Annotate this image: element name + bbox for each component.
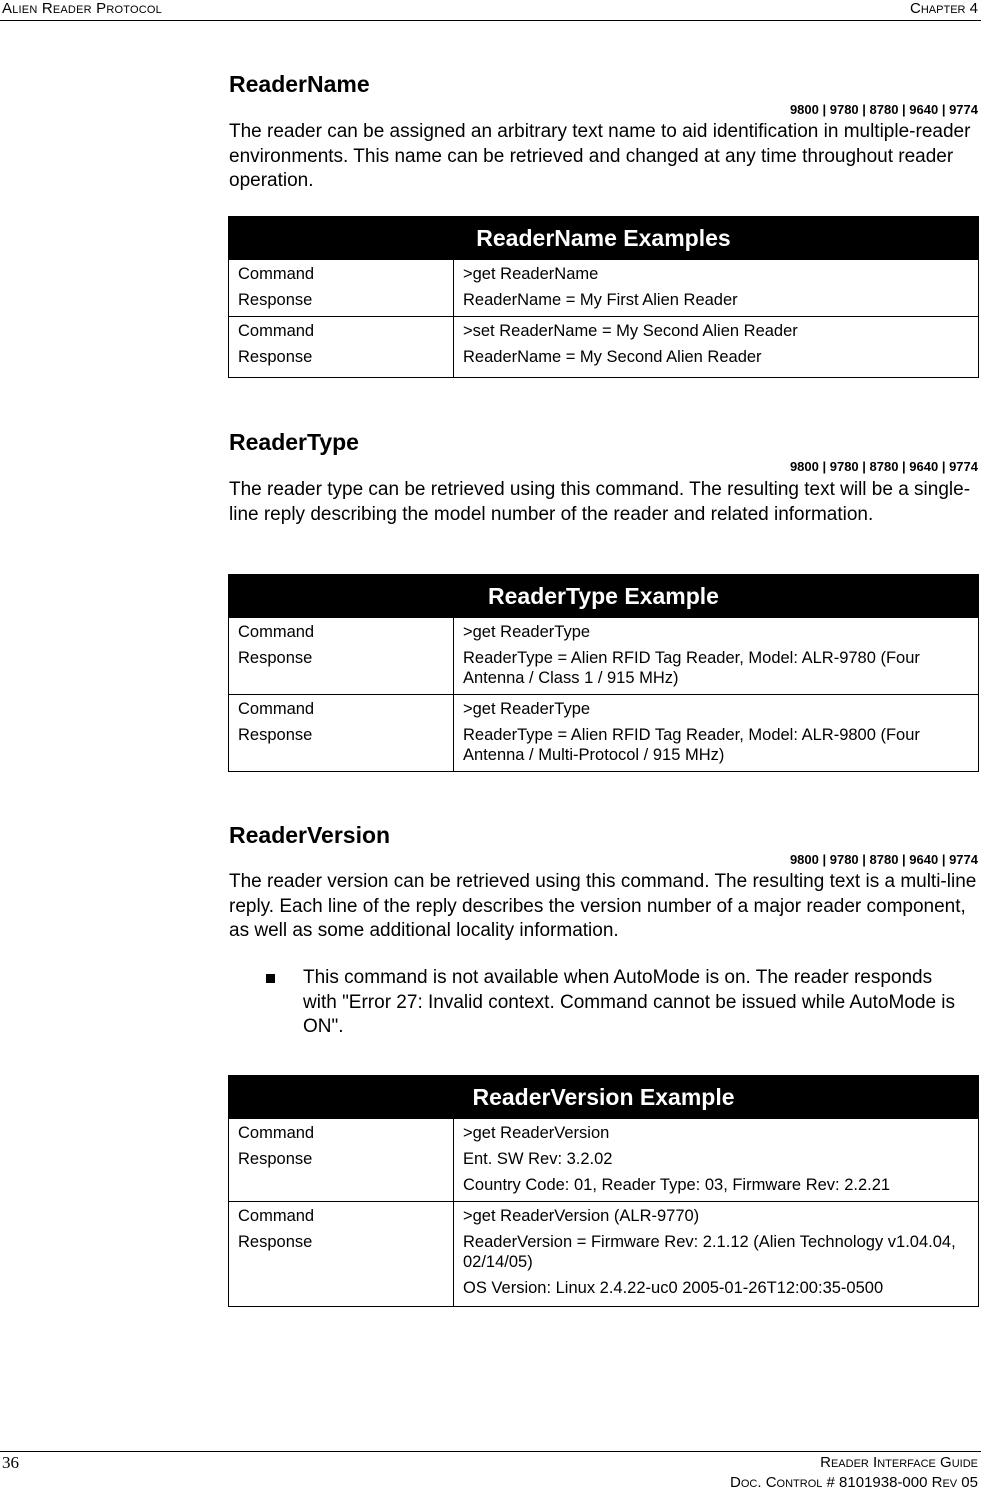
row-label: Command — [238, 1124, 315, 1142]
row-label: Response — [238, 348, 313, 366]
table-row — [229, 1202, 979, 1307]
response-text: ReaderName = My First Alien Reader — [463, 291, 738, 309]
running-header-left: Alien Reader Protocol — [2, 0, 162, 17]
row-label: Response — [238, 291, 313, 309]
section-title-readername: ReaderName — [229, 71, 370, 97]
row-label: Response — [238, 1150, 313, 1168]
table-row — [229, 260, 979, 317]
table-title: ReaderVersion Example — [229, 1076, 979, 1119]
model-list: 9800 | 9780 | 8780 | 9640 | 9774 — [789, 102, 978, 117]
footer-rule — [0, 1451, 981, 1452]
response-text: Country Code: 01, Reader Type: 03, Firmware Rev: 2.2.21 — [463, 1176, 891, 1194]
table-row — [229, 317, 979, 378]
section-body: The reader type can be retrieved using this command. The resulting text will be a single-line reply describing the model number of the reader and related information. — [229, 479, 971, 525]
response-text: ReaderVersion = Firmware Rev: 2.1.12 (Alien Technology v1.04.04, 02/14/05) — [463, 1233, 956, 1271]
model-list: 9800 | 9780 | 8780 | 9640 | 9774 — [789, 459, 978, 474]
section-body: The reader version can be retrieved using this command. The resulting text is a multi-line reply. Each line of the reply describes the version number of a major reader component, as well as some additional locality information. — [229, 871, 977, 941]
command-text: >get ReaderVersion (ALR-9770) — [463, 1207, 700, 1225]
command-text: >get ReaderType — [463, 623, 591, 641]
header-rule — [0, 20, 981, 21]
response-text: ReaderType = Alien RFID Tag Reader, Model: ALR-9780 (Four Antenna / Class 1 / 915 MHz) — [463, 649, 920, 687]
table-row — [229, 1119, 979, 1202]
command-text: >get ReaderType — [463, 700, 591, 718]
row-label: Command — [238, 322, 315, 340]
readertype-example-table — [228, 574, 979, 772]
response-text: ReaderName = My Second Alien Reader — [463, 348, 762, 366]
row-label: Response — [238, 726, 313, 744]
row-label: Command — [238, 623, 315, 641]
table-row — [229, 618, 979, 695]
row-label: Command — [238, 1207, 315, 1225]
row-label: Response — [238, 649, 313, 667]
command-text: >get ReaderName — [463, 265, 599, 283]
running-header-right: Chapter 4 — [910, 0, 978, 17]
table-row — [229, 695, 979, 772]
response-text: OS Version: Linux 2.4.22-uc0 2005-01-26T12:00:35-0500 — [463, 1279, 884, 1297]
bullet-square-icon — [266, 974, 275, 983]
row-label: Command — [238, 700, 315, 718]
note-bullet: This command is not available when AutoMode is on. The reader responds with "Error 27: Invalid context. Command cannot be issued while AutoMode is ON". — [303, 967, 956, 1037]
response-text: Ent. SW Rev: 3.2.02 — [463, 1150, 613, 1168]
table-title: ReaderName Examples — [229, 217, 979, 260]
row-label: Command — [238, 265, 315, 283]
readerversion-example-table — [228, 1075, 979, 1307]
section-body: The reader can be assigned an arbitrary text name to aid identification in multiple-reader environments. This name can be retrieved and changed at any time throughout reader operation. — [229, 121, 971, 191]
page-number: 36 — [2, 1453, 19, 1472]
section-title-readerversion: ReaderVersion — [229, 822, 391, 848]
section-title-readertype: ReaderType — [229, 429, 359, 455]
command-text: >set ReaderName = My Second Alien Reader — [463, 322, 798, 340]
table-title: ReaderType Example — [229, 575, 979, 618]
model-list: 9800 | 9780 | 8780 | 9640 | 9774 — [789, 852, 978, 867]
footer-doc-control: Doc. Control # 8101938-000 Rev 05 — [730, 1474, 978, 1491]
footer-guide-title: Reader Interface Guide — [820, 1454, 978, 1471]
response-text: ReaderType = Alien RFID Tag Reader, Model: ALR-9800 (Four Antenna / Multi-Protocol / 915 MHz) — [463, 726, 920, 764]
readername-examples-table — [228, 216, 979, 378]
row-label: Response — [238, 1233, 313, 1251]
command-text: >get ReaderVersion — [463, 1124, 610, 1142]
